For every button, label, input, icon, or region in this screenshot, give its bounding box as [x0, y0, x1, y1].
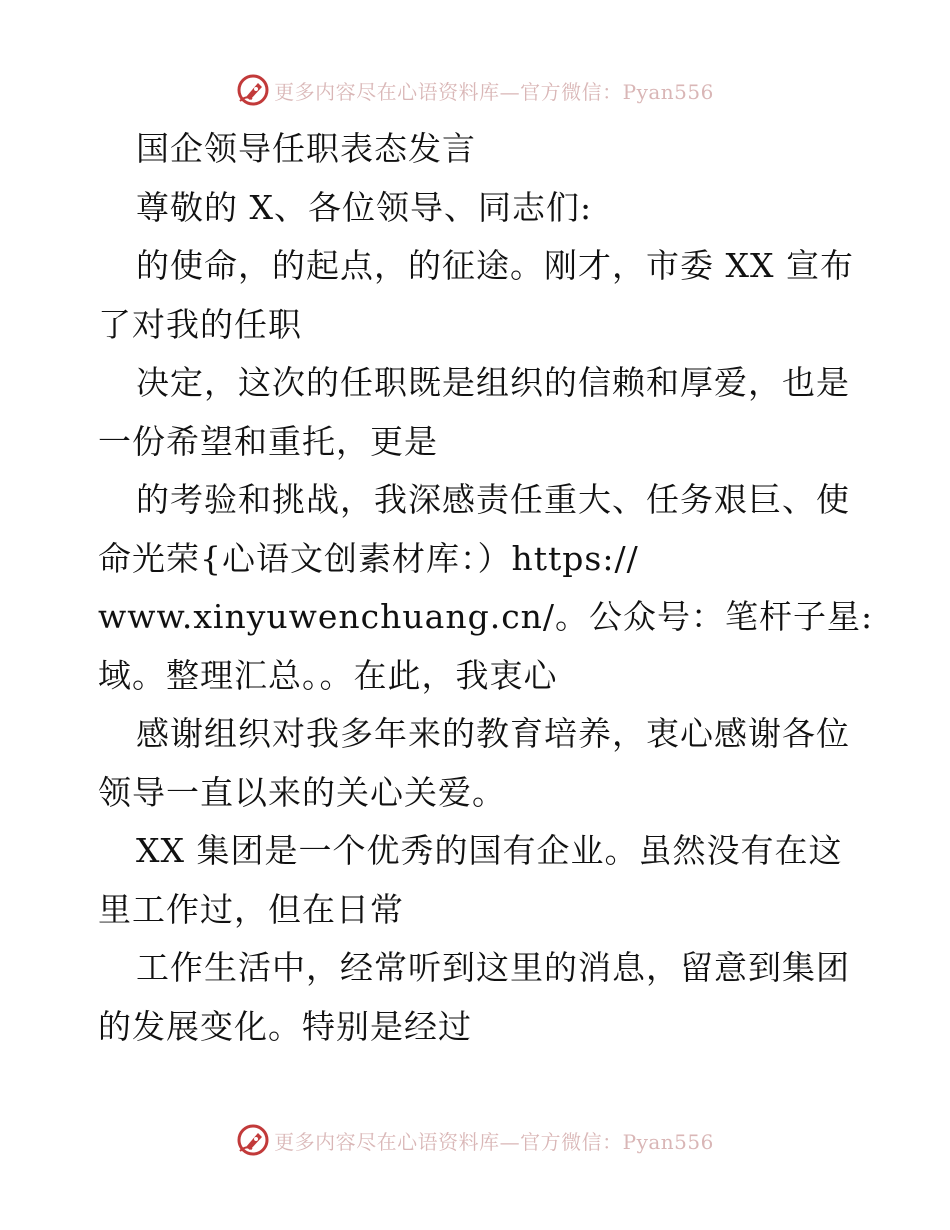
paragraph-line: 里工作过，但在日常 — [98, 889, 404, 929]
paragraph-line: 领导一直以来的关心关爱。 — [98, 772, 506, 812]
salutation: 尊敬的 X、各位领导、同志们: — [136, 187, 593, 227]
paragraph-line: 感谢组织对我多年来的教育培养，衷心感谢各位 — [136, 714, 850, 753]
paragraph-line: 了对我的任职 — [98, 304, 302, 344]
doc-title: 国企领导任职表态发言 — [136, 129, 476, 168]
footer-watermark — [0, 1120, 950, 1160]
paragraph-line: 工作生活中，经常听到这里的消息，留意到集团 — [136, 948, 850, 987]
watermark-text: 更多内容尽在心语资料库—官方微信：Pyan556 — [274, 79, 714, 104]
document-body — [98, 120, 874, 1056]
paragraph-line: www.xinyuwenchuang.cn/。公众号：笔杆子星: — [98, 597, 874, 636]
paragraph-line: 的发展变化。特别是经过 — [98, 1006, 472, 1046]
header-watermark — [0, 70, 950, 110]
paragraph-line: 域。整理汇总。。在此，我衷心 — [98, 655, 558, 695]
pen-nib-circle-icon — [236, 1123, 270, 1157]
paragraph-line: 的使命，的起点，的征途。刚才，市委 XX 宣布 — [136, 246, 854, 285]
watermark-text: 更多内容尽在心语资料库—官方微信：Pyan556 — [274, 1129, 714, 1154]
paragraph-line: 的考验和挑战，我深感责任重大、任务艰巨、使 — [136, 480, 850, 519]
paragraph-line: 一份希望和重托，更是 — [98, 421, 438, 461]
pen-nib-circle-icon — [236, 73, 270, 107]
paragraph-line: 命光荣{心语文创素材库：）https:// — [98, 538, 639, 578]
paragraph-line: XX 集团是一个优秀的国有企业。虽然没有在这 — [136, 831, 843, 870]
paragraph-line: 决定，这次的任职既是组织的信赖和厚爱，也是 — [136, 363, 850, 402]
